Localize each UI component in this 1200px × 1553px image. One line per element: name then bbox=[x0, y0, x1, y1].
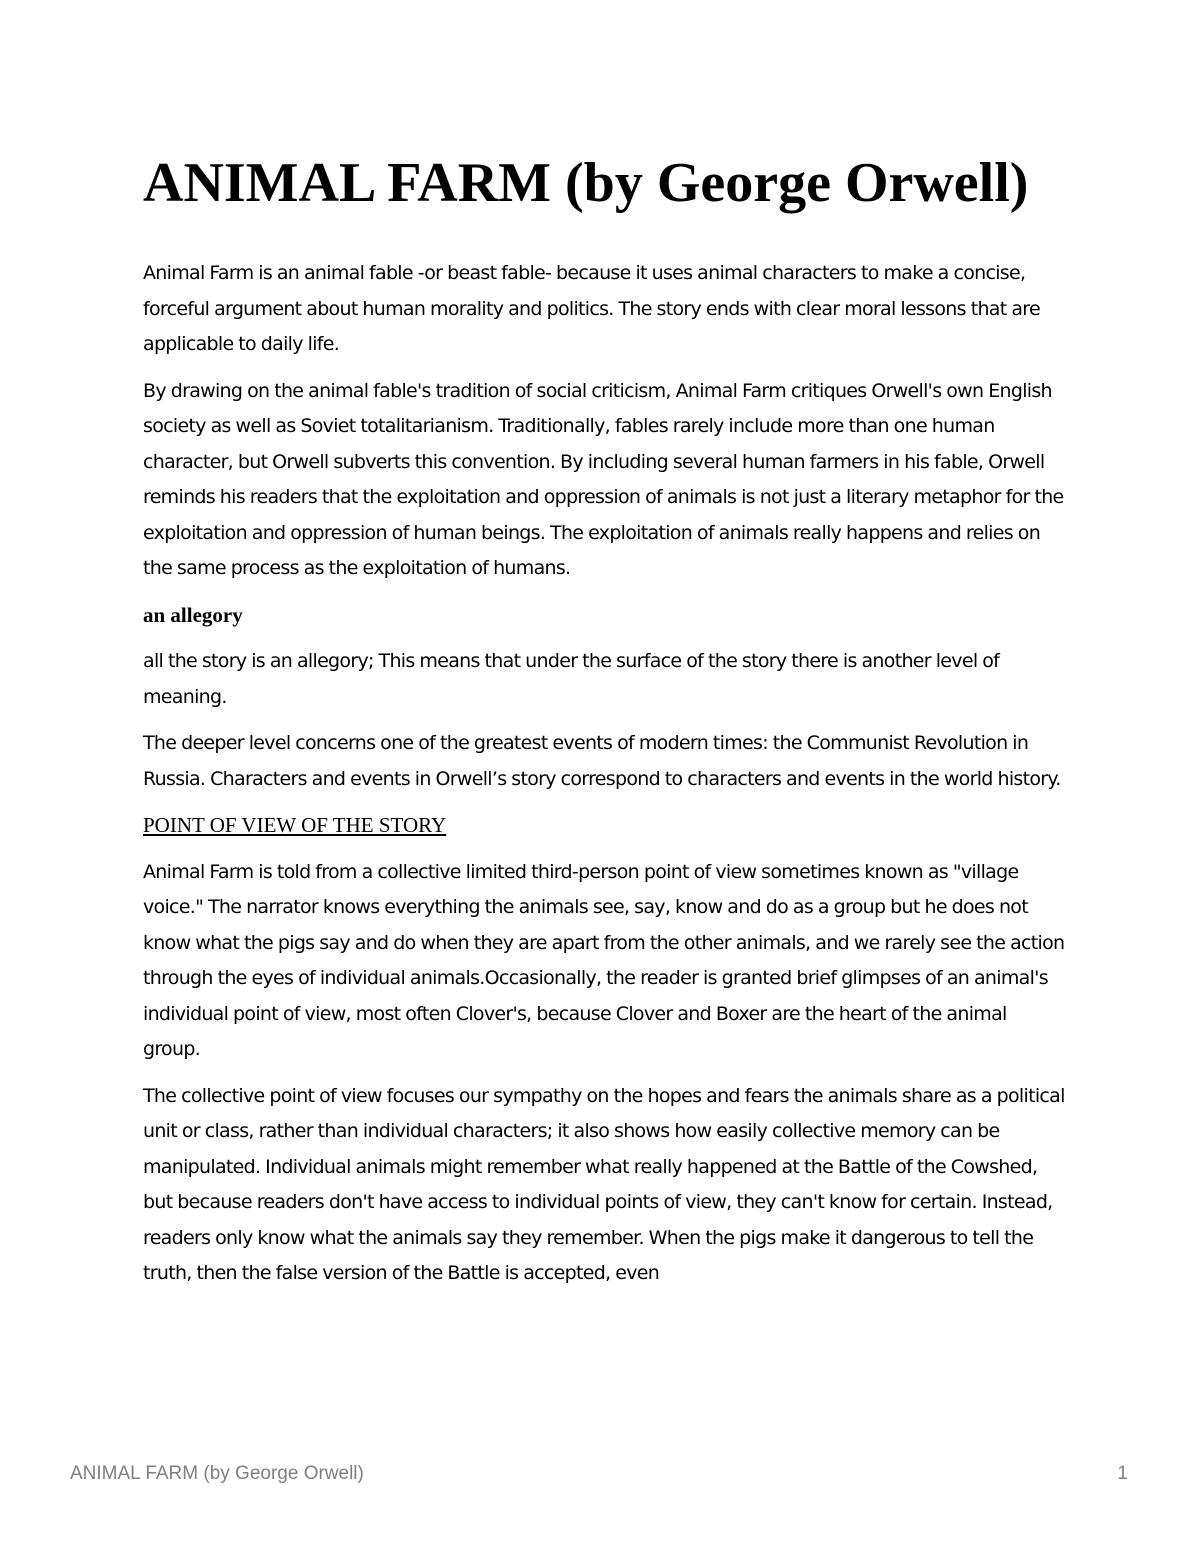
heading-point-of-view: POINT OF VIEW OF THE STORY bbox=[143, 813, 447, 837]
paragraph-collective-memory: The collective point of view focuses our sympathy on the hopes and fears the animals share as a political unit or class, rather than individual characters; it also shows how easily collective memory can be manipulated. Individual animals might remember what really happened at the Battle of the Cowshed, but because readers don't have access to individual points of view, they can't know for certain. Instead, readers only know what the animals say they remember. When the pigs make it dangerous to tell the truth, then the false version of the Battle is accepted, even bbox=[143, 1084, 1065, 1284]
footer-page-number: 1 bbox=[1117, 1463, 1128, 1484]
paragraph-social-criticism: By drawing on the animal fable's tradition of social criticism, Animal Farm critiques Orwell's own English society as well as Soviet totalitarianism. Traditionally, fables rarely include more than one human character, but Orwell subverts this convention. By including several human farmers in his fable, Orwell reminds his readers that the exploitation and oppression of animals is not just a literary metaphor for the exploitation and oppression of human beings. The exploitation of animals really happens and relies on the same process as the exploitation of humans. bbox=[143, 379, 1064, 579]
paragraph-fable-intro: Animal Farm is an animal fable -or beast fable- because it uses animal characters to make a concise, forceful argument about human morality and politics. The story ends with clear moral lessons that are applicable to daily life. bbox=[143, 262, 1040, 355]
paragraph-allegory: all the story is an allegory; This means that under the surface of the story there is another level of meaning. bbox=[143, 650, 1000, 708]
document-title: ANIMAL FARM (by George Orwell) bbox=[143, 152, 1029, 214]
footer-running-title: ANIMAL FARM (by George Orwell) bbox=[70, 1463, 364, 1484]
paragraph-deeper-level: The deeper level concerns one of the greatest events of modern times: the Communist Revolution in Russia. Characters and events in Orwell’s story correspond to characters and events in the world history. bbox=[143, 732, 1061, 790]
heading-allegory: an allegory bbox=[143, 602, 243, 627]
page-content bbox=[143, 150, 1068, 1303]
paragraph-collective-pov: Animal Farm is told from a collective limited third-person point of view sometimes known as "village voice." The narrator knows everything the animals see, say, know and do as a group but he does not know what the pigs say and do when they are apart from the other animals, and we rarely see the action through the eyes of individual animals.Occasionally, the reader is granted brief glimpses of an animal's individual point of view, most often Clover's, because Clover and Boxer are the heart of the animal group. bbox=[143, 860, 1065, 1060]
